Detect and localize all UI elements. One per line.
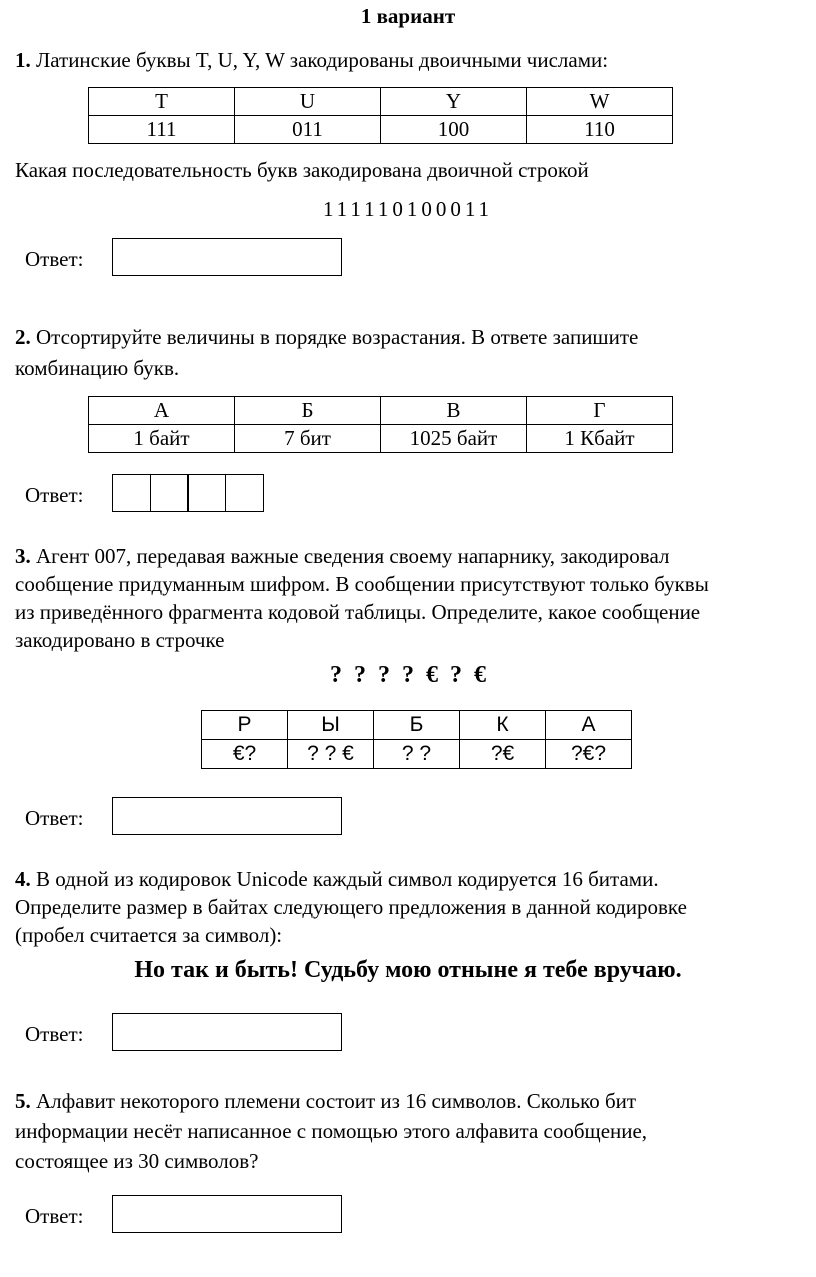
q3-answer-field[interactable] (112, 797, 342, 835)
q4-answer-field[interactable] (112, 1013, 342, 1051)
q2-value-cell: 1 байт (89, 425, 235, 453)
q1-code-cell: 100 (381, 116, 527, 144)
q3-letters-row (202, 711, 632, 740)
q5-statement-line3: состоящее из 30 символов? (15, 1149, 259, 1173)
q3-code-cell: €? (202, 740, 288, 769)
q5-statement-line1 (15, 1087, 636, 1115)
q2-answer-cells (112, 474, 264, 512)
q1-text: Латинские буквы T, U, Y, W закодированы двоичными числами: (30, 48, 609, 72)
q3-text: Агент 007, передавая важные сведения своему напарнику, закодировал (30, 544, 670, 568)
q1-letters-row (89, 88, 673, 116)
q4-statement-line2: Определите размер в байтах следующего предложения в данной кодировке (15, 895, 687, 919)
q4-answer-label: Ответ: (25, 1022, 84, 1046)
q2-value-cell: 7 бит (235, 425, 381, 453)
q5-answer-field[interactable] (112, 1195, 342, 1233)
q3-letter-cell: Б (374, 711, 460, 740)
q2-letter-cell: Г (527, 397, 673, 425)
q3-answer-label: Ответ: (25, 806, 84, 830)
q2-answer-cell-2[interactable] (150, 474, 189, 512)
q2-letters-row (89, 397, 673, 425)
q1-letter-cell: U (235, 88, 381, 116)
q1-code-table (88, 87, 673, 144)
q2-values-table (88, 396, 673, 453)
q3-statement-line3: из приведённого фрагмента кодовой таблицы. Определите, какое сообщение (15, 600, 701, 624)
q2-value-cell: 1025 байт (381, 425, 527, 453)
q3-code-cell: ?€ (460, 740, 546, 769)
q2-statement-line1 (15, 323, 638, 351)
q2-answer-cell-3[interactable] (187, 474, 226, 512)
q3-letter-cell: А (546, 711, 632, 740)
q3-letter-cell: К (460, 711, 546, 740)
q1-binary-string: 111110100011 (322, 197, 494, 221)
q3-statement-line1 (15, 542, 669, 570)
q2-letter-cell: Б (235, 397, 381, 425)
q1-code-cell: 111 (89, 116, 235, 144)
q2-text: Отсортируйте величины в порядке возрастания. В ответе запишите (30, 325, 639, 349)
q3-code-cell: ? ? (374, 740, 460, 769)
q1-answer-label: Ответ: (25, 247, 84, 271)
q1-code-cell: 011 (235, 116, 381, 144)
q1-statement (15, 46, 608, 74)
q2-answer-cell-4[interactable] (225, 474, 264, 512)
q3-codes-row (202, 740, 632, 769)
q1-answer-field[interactable] (112, 238, 342, 276)
q4-statement-line3: (пробел считается за символ): (15, 923, 283, 947)
q2-statement-line2: комбинацию букв. (15, 356, 180, 380)
page-title: 1 вариант (360, 4, 456, 28)
q2-letter-cell: В (381, 397, 527, 425)
q3-letter-cell: Ы (288, 711, 374, 740)
q2-number: 2. (15, 325, 31, 349)
q3-letter-cell: Р (202, 711, 288, 740)
q1-letter-cell: W (527, 88, 673, 116)
q5-number: 5. (15, 1089, 31, 1113)
q2-letter-cell: А (89, 397, 235, 425)
q4-text: В одной из кодировок Unicode каждый символ кодируется 16 битами. (30, 867, 659, 891)
q3-code-cell: ?€? (546, 740, 632, 769)
q5-answer-label: Ответ: (25, 1204, 84, 1228)
q2-values-row (89, 425, 673, 453)
q5-text: Алфавит некоторого племени состоит из 16 символов. Сколько бит (30, 1089, 637, 1113)
q3-statement-line4: закодировано в строчке (15, 628, 225, 652)
q3-statement-line2: сообщение придуманным шифром. В сообщении присутствуют только буквы (15, 572, 709, 596)
q3-code-table (201, 710, 632, 769)
q2-answer-cell-1[interactable] (112, 474, 151, 512)
q1-question: Какая последовательность букв закодирована двоичной строкой (15, 158, 589, 182)
q3-encoded-string: ? ? ? ? € ? € (330, 662, 486, 688)
q3-code-cell: ? ? € (288, 740, 374, 769)
q1-codes-row (89, 116, 673, 144)
q2-answer-label: Ответ: (25, 483, 84, 507)
q2-value-cell: 1 Кбайт (527, 425, 673, 453)
q1-code-cell: 110 (527, 116, 673, 144)
q4-statement-line1 (15, 865, 659, 893)
q1-letter-cell: Y (381, 88, 527, 116)
q5-statement-line2: информации несёт написанное с помощью этого алфавита сообщение, (15, 1119, 648, 1143)
q4-number: 4. (15, 867, 31, 891)
q1-number: 1. (15, 48, 31, 72)
q1-letter-cell: T (89, 88, 235, 116)
q3-number: 3. (15, 544, 31, 568)
q4-sentence: Но так и быть! Судьбу мою отныне я тебе вручаю. (134, 957, 682, 983)
